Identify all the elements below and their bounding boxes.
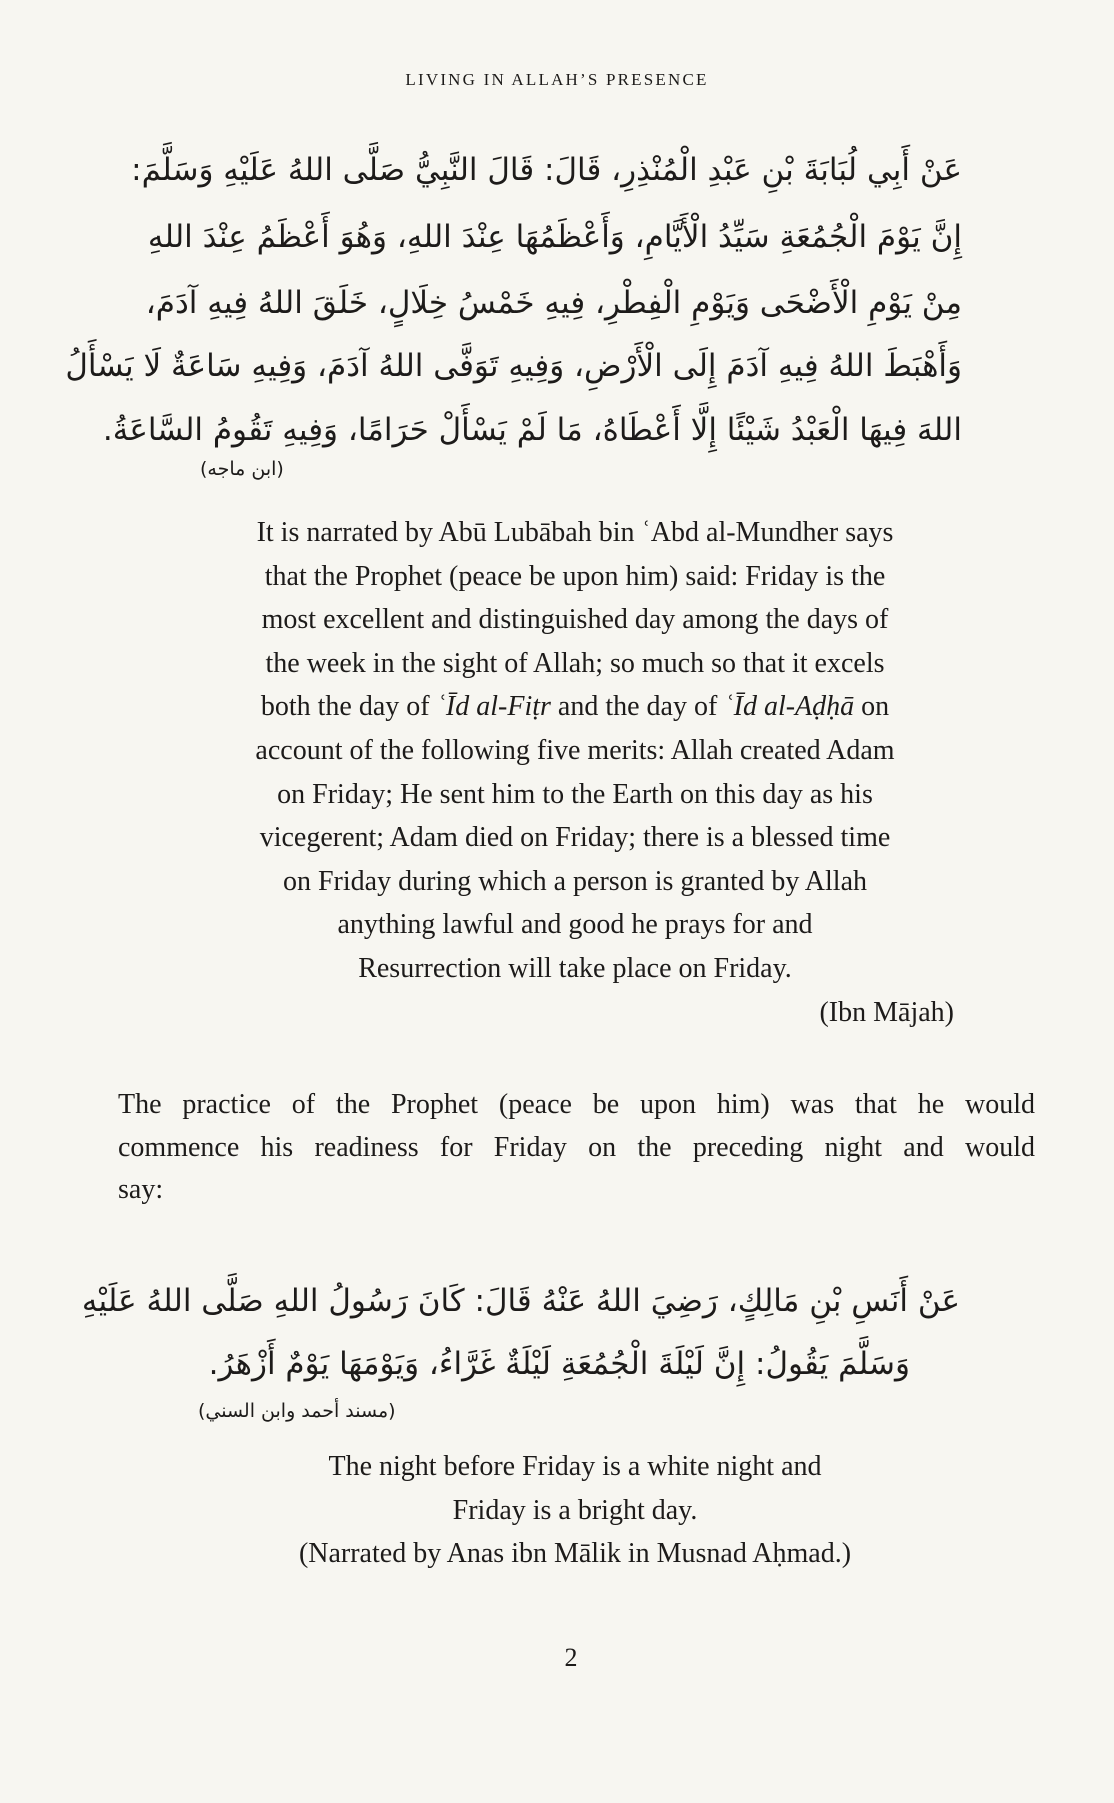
- translation-line: It is narrated by Abū Lubābah bin ʿAbd al-Mundher says: [256, 517, 894, 548]
- text: both the day of: [260, 691, 437, 722]
- translation-line: The night before Friday is a white night and: [328, 1451, 822, 1482]
- paragraph-line: commence his readiness for Friday on the preceding night and would: [118, 1132, 1035, 1163]
- translation-line: on Friday during which a person is granted by Allah: [282, 866, 867, 897]
- running-header: LIVING IN ALLAH’S PRESENCE: [405, 70, 709, 89]
- arabic-line: اللهَ فِيهَا الْعَبْدُ شَيْئًا إِلَّا أَعْطَاهُ، مَا لَمْ يَسْأَلْ حَرَامًا، وَفِيهِ تَقُومُ السَّاعَةُ.: [102, 412, 962, 448]
- arabic-line: وَسَلَّمَ يَقُولُ: إِنَّ لَيْلَةَ الْجُمُعَةِ لَيْلَةٌ غَرَّاءُ، وَيَوْمَهَا يَوْمٌ أَزْهَرُ.: [208, 1346, 910, 1382]
- arabic-line: عَنْ أَبِي لُبَابَةَ بْنِ عَبْدِ الْمُنْذِرِ، قَالَ: قَالَ النَّبِيُّ صَلَّى اللهُ عَلَيْهِ وَسَلَّمَ:: [131, 152, 962, 188]
- italic-term: ʿĪd al-Aḍḥā: [724, 691, 855, 722]
- italic-term: ʿĪd al-Fiṭr: [436, 691, 551, 722]
- translation-line: that the Prophet (peace be upon him) said: Friday is the: [264, 561, 886, 592]
- translation-line: most excellent and distinguished day among the days of: [261, 604, 889, 635]
- text: and the day of: [550, 691, 725, 722]
- translation-line: anything lawful and good he prays for and: [337, 909, 813, 940]
- translation-line: on Friday; He sent him to the Earth on this day as his: [277, 779, 873, 810]
- text: on: [854, 691, 890, 722]
- paragraph-line: The practice of the Prophet (peace be upon him) was that he would: [118, 1089, 1035, 1120]
- arabic-source: (مسند أحمد وابن السني): [198, 1400, 396, 1422]
- translation-line: account of the following five merits: Allah created Adam: [255, 735, 895, 766]
- translation-line: Friday is a bright day.: [452, 1495, 698, 1526]
- translation-line: the week in the sight of Allah; so much so that it excels: [265, 648, 885, 679]
- translation-line: [0, 690, 1114, 724]
- page-number: 2: [564, 1643, 578, 1672]
- arabic-line: وَأَهْبَطَ اللهُ فِيهِ آدَمَ إِلَى الْأَرْضِ، وَفِيهِ تَوَفَّى اللهُ آدَمَ، وَفِيهِ سَاعَةٌ لَا يَسْأَلُ: [65, 348, 962, 384]
- arabic-line: إِنَّ يَوْمَ الْجُمُعَةِ سَيِّدُ الْأَيَّامِ، وَأَعْظَمُهَا عِنْدَ اللهِ، وَهُوَ أَعْظَمُ عِنْدَ اللهِ: [147, 219, 962, 255]
- paragraph-line: say:: [118, 1174, 164, 1205]
- translation-line: (Narrated by Anas ibn Mālik in Musnad Aḥmad.): [298, 1538, 852, 1569]
- arabic-line: مِنْ يَوْمِ الْأَضْحَى وَيَوْمِ الْفِطْرِ، فِيهِ خَمْسُ خِلَالٍ، خَلَقَ اللهُ فِيهِ آدَمَ،: [145, 285, 962, 321]
- translation-line: vicegerent; Adam died on Friday; there is a blessed time: [259, 822, 891, 853]
- arabic-source: (ابن ماجه): [200, 458, 284, 480]
- translation-source: (Ibn Mājah): [819, 997, 954, 1028]
- arabic-line: عَنْ أَنَسِ بْنِ مَالِكٍ، رَضِيَ اللهُ عَنْهُ قَالَ: كَانَ رَسُولُ اللهِ صَلَّى اللهُ عَلَيْهِ: [81, 1283, 960, 1319]
- translation-line: Resurrection will take place on Friday.: [358, 953, 792, 984]
